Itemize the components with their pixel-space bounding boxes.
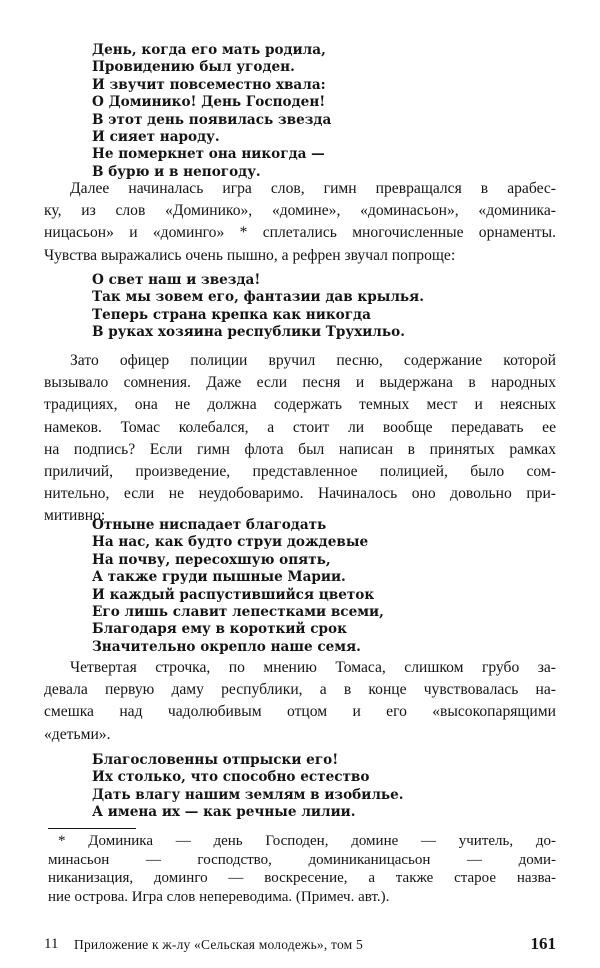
footnote: [48, 832, 556, 906]
verse-line: Их столько, что способно естество: [92, 769, 370, 786]
verse-line: Благодаря ему в короткий срок: [92, 621, 347, 638]
verse-line: Благословенны отпрыски его!: [92, 752, 339, 768]
paragraph-line: Далее начиналась игра слов, гимн превращался в арабес-: [70, 180, 556, 197]
footnote-line: минасьон — господство, доминиканицасьон — доми-: [48, 851, 556, 868]
verse-line: Провидению был угоден.: [92, 59, 295, 76]
verse-stanza-2: [92, 272, 424, 342]
paragraph-line: Чувства выражались очень пышно, а рефрен звучал попроще:: [44, 246, 456, 264]
verse-line: А также груди пышные Марии.: [92, 569, 346, 586]
verse-line: В бурю и в непогоду.: [92, 163, 261, 180]
verse-line: В руках хозяина республики Трухильо.: [92, 324, 405, 341]
verse-line: И каждый распустившийся цветок: [92, 586, 375, 603]
paragraph-line: смешка над чадолюбивым отцом и его «высокопарящими: [44, 703, 556, 721]
verse-line: Дать влагу нашим землям в изобилье.: [92, 786, 404, 803]
verse-line: Не померкнет она никогда —: [92, 146, 325, 163]
paragraph-3: [44, 657, 556, 746]
verse-line: Отныне ниспадает благодать: [92, 517, 327, 533]
paragraph-line: нительно, если не неудобоваримо. Начиналось оно довольно при-: [44, 485, 556, 503]
verse-line: На нас, как будто струи дождевые: [92, 534, 369, 551]
signature-mark: 11: [44, 936, 59, 952]
paragraph-line: митивно:: [44, 507, 106, 525]
verse-line: Теперь страна крепка как никогда: [92, 306, 371, 323]
verse-line: О свет наш и звезда!: [92, 272, 261, 288]
paragraph-line: ницасьон» и «доминго» * сплетались многочисленные орнаменты.: [44, 224, 556, 242]
paragraph-line: Зато офицер полиции вручил песню, содержание которой: [70, 352, 556, 369]
verse-line: А имена их — как речные лилии.: [92, 804, 356, 821]
verse-stanza-1: [92, 42, 331, 181]
verse-line: День, когда его мать родила,: [92, 42, 326, 58]
paragraph-line: девала первую даму республики, а в конце чувствовалась на-: [44, 681, 556, 699]
paragraph-line: Четвертая строчка, по мнению Томаса, слишком грубо за-: [70, 659, 556, 676]
footnote-divider: [48, 828, 136, 829]
verse-line: Так мы зовем его, фантазии дав крылья.: [92, 289, 424, 306]
paragraph-line: «детьми».: [44, 725, 111, 743]
paragraph-line: традициях, она не должна содержать темных мест и неясных: [44, 396, 556, 414]
verse-line: О Доминико! День Господен!: [92, 94, 326, 111]
paragraph-line: приличий, произведение, представленное полицией, было сом-: [44, 463, 556, 481]
page-number: 161: [530, 934, 556, 953]
verse-stanza-4: [92, 752, 404, 822]
verse-line: И звучит повсеместно хвала:: [92, 76, 326, 93]
verse-stanza-3: [92, 517, 384, 656]
source-line: Приложение к ж-лу «Сельская молодежь», том 5: [74, 937, 363, 952]
paragraph-line: намеков. Томас колебался, а стоит ли вообще передавать ее: [44, 418, 556, 436]
footnote-line: * Доминика — день Господен, домине — учитель, до-: [58, 833, 556, 849]
footnote-line: ние острова. Игра слов непереводима. (Примеч. авт.).: [48, 888, 390, 905]
verse-line: На почву, пересохшую опять,: [92, 551, 331, 568]
paragraph-2: [44, 350, 556, 528]
paragraph-line: ку, из слов «Доминико», «домине», «доминасьон», «доминика-: [44, 202, 556, 220]
paragraph-line: на подпись? Если гимн флота был написан в принятых рамках: [44, 440, 556, 458]
paragraph-1: [44, 178, 556, 267]
verse-line: Его лишь славит лепестками всеми,: [92, 604, 384, 621]
verse-line: И сияет народу.: [92, 129, 220, 146]
paragraph-line: вызывало сомнения. Даже если песня и выдержана в народных: [44, 374, 556, 392]
page-footer: [44, 934, 556, 956]
verse-line: Значительно окрепло наше семя.: [92, 638, 361, 655]
verse-line: В этот день появилась звезда: [92, 111, 332, 128]
footnote-line: никанизация, доминго — воскресение, а также старое назва-: [48, 870, 556, 887]
